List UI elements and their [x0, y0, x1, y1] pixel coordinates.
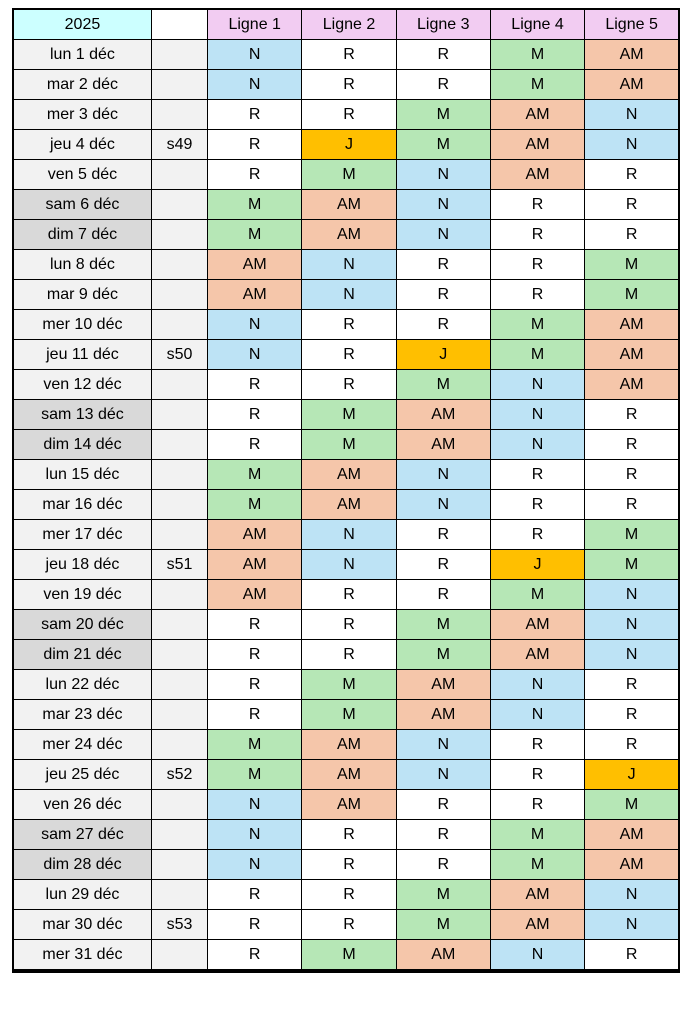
shift-cell: R: [208, 640, 302, 670]
shift-cell: R: [396, 70, 490, 100]
shift-cell: J: [302, 130, 396, 160]
shift-cell: R: [208, 430, 302, 460]
week-label: [151, 370, 207, 400]
shift-cell: R: [302, 880, 396, 910]
shift-cell: M: [585, 550, 679, 580]
table-row: [13, 280, 679, 310]
shift-cell: AM: [302, 190, 396, 220]
shift-cell: M: [396, 100, 490, 130]
day-label: ven 12 déc: [13, 370, 151, 400]
shift-cell: N: [396, 760, 490, 790]
table-body: [13, 40, 679, 971]
week-label: [151, 670, 207, 700]
shift-cell: AM: [490, 610, 584, 640]
shift-cell: N: [208, 70, 302, 100]
shift-cell: N: [208, 850, 302, 880]
shift-cell: N: [585, 610, 679, 640]
day-label: lun 15 déc: [13, 460, 151, 490]
shift-cell: M: [490, 850, 584, 880]
shift-cell: AM: [490, 160, 584, 190]
shift-cell: R: [302, 310, 396, 340]
day-label: mer 24 déc: [13, 730, 151, 760]
week-label: [151, 820, 207, 850]
day-label: mer 31 déc: [13, 940, 151, 971]
shift-cell: M: [396, 610, 490, 640]
shift-cell: AM: [302, 730, 396, 760]
week-label: [151, 580, 207, 610]
week-label: s52: [151, 760, 207, 790]
week-label: [151, 220, 207, 250]
shift-cell: R: [208, 910, 302, 940]
shift-cell: N: [208, 310, 302, 340]
week-label: [151, 70, 207, 100]
day-label: lun 8 déc: [13, 250, 151, 280]
shift-cell: R: [208, 700, 302, 730]
table-row: [13, 940, 679, 971]
shift-cell: M: [585, 250, 679, 280]
shift-cell: AM: [396, 670, 490, 700]
shift-cell: AM: [490, 100, 584, 130]
shift-cell: N: [490, 940, 584, 971]
table-row: [13, 40, 679, 70]
shift-cell: AM: [585, 310, 679, 340]
shift-cell: N: [585, 130, 679, 160]
table-row: [13, 520, 679, 550]
shift-cell: R: [302, 100, 396, 130]
shift-cell: J: [490, 550, 584, 580]
table-row: [13, 130, 679, 160]
table-row: [13, 100, 679, 130]
shift-cell: R: [490, 760, 584, 790]
table-row: [13, 310, 679, 340]
shift-cell: R: [396, 580, 490, 610]
shift-cell: N: [585, 910, 679, 940]
shift-cell: N: [490, 430, 584, 460]
shift-cell: R: [490, 190, 584, 220]
shift-cell: AM: [490, 130, 584, 160]
column-header-ligne-1: Ligne 1: [208, 9, 302, 40]
shift-cell: R: [585, 490, 679, 520]
table-bottom-rule: [12, 971, 680, 973]
shift-cell: R: [396, 40, 490, 70]
shift-cell: AM: [208, 550, 302, 580]
shift-cell: R: [396, 310, 490, 340]
shift-cell: R: [208, 940, 302, 971]
shift-cell: M: [208, 220, 302, 250]
shift-cell: R: [490, 730, 584, 760]
shift-cell: M: [490, 580, 584, 610]
shift-cell: M: [490, 70, 584, 100]
shift-cell: M: [208, 460, 302, 490]
table-row: [13, 70, 679, 100]
day-label: sam 27 déc: [13, 820, 151, 850]
shift-cell: AM: [490, 640, 584, 670]
table-row: [13, 850, 679, 880]
shift-cell: J: [396, 340, 490, 370]
week-label: [151, 310, 207, 340]
shift-cell: R: [585, 670, 679, 700]
week-label: [151, 460, 207, 490]
shift-cell: R: [585, 160, 679, 190]
shift-cell: N: [302, 280, 396, 310]
table-row: [13, 400, 679, 430]
shift-cell: R: [396, 550, 490, 580]
shift-cell: N: [490, 670, 584, 700]
week-label: [151, 250, 207, 280]
day-label: mer 3 déc: [13, 100, 151, 130]
shift-cell: AM: [585, 370, 679, 400]
shift-cell: J: [585, 760, 679, 790]
table-row: [13, 910, 679, 940]
shift-cell: AM: [396, 940, 490, 971]
shift-cell: R: [396, 850, 490, 880]
shift-cell: R: [208, 130, 302, 160]
week-header: [151, 9, 207, 40]
shift-cell: N: [302, 520, 396, 550]
week-label: s50: [151, 340, 207, 370]
shift-cell: R: [302, 610, 396, 640]
column-header-ligne-5: Ligne 5: [585, 9, 679, 40]
week-label: [151, 40, 207, 70]
week-label: [151, 100, 207, 130]
shift-cell: N: [208, 790, 302, 820]
table-row: [13, 220, 679, 250]
shift-cell: M: [302, 160, 396, 190]
table-row: [13, 730, 679, 760]
shift-cell: N: [585, 580, 679, 610]
week-label: [151, 520, 207, 550]
day-label: jeu 18 déc: [13, 550, 151, 580]
shift-cell: AM: [208, 520, 302, 550]
day-label: dim 14 déc: [13, 430, 151, 460]
shift-cell: R: [208, 610, 302, 640]
shift-cell: M: [490, 40, 584, 70]
shift-cell: R: [585, 730, 679, 760]
week-label: [151, 430, 207, 460]
day-label: mar 30 déc: [13, 910, 151, 940]
week-label: [151, 610, 207, 640]
shift-cell: AM: [302, 760, 396, 790]
table-row: [13, 250, 679, 280]
shift-cell: R: [585, 940, 679, 971]
table-row: [13, 430, 679, 460]
week-label: s51: [151, 550, 207, 580]
shift-cell: M: [302, 430, 396, 460]
shift-cell: AM: [490, 880, 584, 910]
shift-cell: M: [302, 700, 396, 730]
day-label: dim 28 déc: [13, 850, 151, 880]
shift-cell: M: [302, 670, 396, 700]
shift-cell: AM: [208, 250, 302, 280]
table-row: [13, 460, 679, 490]
shift-cell: AM: [585, 340, 679, 370]
shift-cell: R: [302, 820, 396, 850]
shift-cell: N: [396, 490, 490, 520]
shift-cell: AM: [208, 580, 302, 610]
shift-cell: N: [208, 820, 302, 850]
week-label: [151, 160, 207, 190]
shift-cell: R: [490, 220, 584, 250]
shift-cell: N: [302, 250, 396, 280]
week-label: [151, 790, 207, 820]
shift-cell: N: [490, 370, 584, 400]
shift-cell: R: [585, 220, 679, 250]
shift-cell: M: [585, 280, 679, 310]
day-label: jeu 25 déc: [13, 760, 151, 790]
day-label: sam 6 déc: [13, 190, 151, 220]
shift-cell: M: [208, 490, 302, 520]
shift-cell: N: [490, 400, 584, 430]
year-header: 2025: [13, 9, 151, 40]
day-label: dim 21 déc: [13, 640, 151, 670]
shift-cell: R: [585, 400, 679, 430]
shift-cell: R: [585, 430, 679, 460]
shift-cell: M: [302, 400, 396, 430]
day-label: jeu 4 déc: [13, 130, 151, 160]
day-label: lun 22 déc: [13, 670, 151, 700]
planning-table: [12, 8, 680, 971]
week-label: s49: [151, 130, 207, 160]
shift-cell: M: [208, 730, 302, 760]
shift-cell: R: [396, 790, 490, 820]
column-header-ligne-2: Ligne 2: [302, 9, 396, 40]
shift-cell: M: [396, 910, 490, 940]
shift-cell: R: [208, 880, 302, 910]
shift-cell: M: [585, 520, 679, 550]
shift-cell: AM: [302, 220, 396, 250]
table-row: [13, 160, 679, 190]
table-row: [13, 700, 679, 730]
shift-cell: R: [490, 250, 584, 280]
day-label: ven 5 déc: [13, 160, 151, 190]
day-label: mer 17 déc: [13, 520, 151, 550]
header-row: [13, 9, 679, 40]
shift-cell: AM: [585, 40, 679, 70]
shift-cell: M: [302, 940, 396, 971]
column-header-ligne-3: Ligne 3: [396, 9, 490, 40]
shift-cell: N: [585, 880, 679, 910]
shift-cell: AM: [208, 280, 302, 310]
day-label: sam 20 déc: [13, 610, 151, 640]
week-label: [151, 190, 207, 220]
shift-cell: AM: [585, 820, 679, 850]
table-row: [13, 550, 679, 580]
day-label: mar 23 déc: [13, 700, 151, 730]
shift-cell: N: [396, 190, 490, 220]
table-row: [13, 790, 679, 820]
table-row: [13, 490, 679, 520]
column-header-ligne-4: Ligne 4: [490, 9, 584, 40]
day-label: mar 9 déc: [13, 280, 151, 310]
shift-cell: M: [396, 370, 490, 400]
shift-cell: R: [396, 280, 490, 310]
shift-cell: R: [490, 280, 584, 310]
shift-cell: R: [585, 700, 679, 730]
table-row: [13, 190, 679, 220]
shift-cell: M: [490, 820, 584, 850]
shift-cell: R: [490, 790, 584, 820]
shift-cell: R: [302, 640, 396, 670]
day-label: ven 26 déc: [13, 790, 151, 820]
shift-cell: N: [208, 40, 302, 70]
shift-cell: M: [490, 310, 584, 340]
table-row: [13, 340, 679, 370]
shift-cell: R: [585, 460, 679, 490]
shift-cell: N: [302, 550, 396, 580]
shift-cell: R: [208, 670, 302, 700]
shift-cell: N: [396, 460, 490, 490]
shift-cell: N: [585, 640, 679, 670]
week-label: [151, 280, 207, 310]
shift-cell: AM: [302, 490, 396, 520]
shift-cell: AM: [490, 910, 584, 940]
shift-cell: R: [396, 520, 490, 550]
day-label: dim 7 déc: [13, 220, 151, 250]
table-row: [13, 760, 679, 790]
table-row: [13, 610, 679, 640]
table-row: [13, 640, 679, 670]
week-label: [151, 640, 207, 670]
shift-cell: M: [208, 760, 302, 790]
table-row: [13, 880, 679, 910]
day-label: mar 16 déc: [13, 490, 151, 520]
week-label: [151, 490, 207, 520]
shift-cell: M: [396, 640, 490, 670]
shift-cell: R: [208, 370, 302, 400]
shift-cell: R: [208, 160, 302, 190]
day-label: jeu 11 déc: [13, 340, 151, 370]
shift-cell: AM: [302, 790, 396, 820]
shift-cell: M: [208, 190, 302, 220]
table-row: [13, 820, 679, 850]
table-row: [13, 370, 679, 400]
day-label: lun 1 déc: [13, 40, 151, 70]
shift-cell: M: [396, 130, 490, 160]
shift-cell: R: [208, 100, 302, 130]
shift-cell: R: [302, 580, 396, 610]
shift-cell: M: [396, 880, 490, 910]
shift-cell: R: [490, 520, 584, 550]
shift-cell: R: [302, 910, 396, 940]
shift-cell: AM: [396, 700, 490, 730]
day-label: sam 13 déc: [13, 400, 151, 430]
week-label: [151, 850, 207, 880]
shift-cell: AM: [396, 430, 490, 460]
shift-cell: N: [396, 220, 490, 250]
week-label: s53: [151, 910, 207, 940]
week-label: [151, 940, 207, 971]
shift-cell: N: [490, 700, 584, 730]
shift-cell: M: [490, 340, 584, 370]
shift-cell: R: [302, 370, 396, 400]
shift-cell: N: [396, 160, 490, 190]
table-header: [13, 9, 679, 40]
table-row: [13, 670, 679, 700]
shift-cell: AM: [302, 460, 396, 490]
shift-cell: AM: [585, 850, 679, 880]
day-label: lun 29 déc: [13, 880, 151, 910]
week-label: [151, 880, 207, 910]
shift-cell: R: [302, 40, 396, 70]
shift-cell: R: [396, 820, 490, 850]
week-label: [151, 400, 207, 430]
shift-cell: N: [585, 100, 679, 130]
shift-cell: AM: [396, 400, 490, 430]
shift-cell: R: [490, 490, 584, 520]
day-label: mar 2 déc: [13, 70, 151, 100]
table-row: [13, 580, 679, 610]
shift-cell: R: [302, 340, 396, 370]
day-label: ven 19 déc: [13, 580, 151, 610]
shift-cell: N: [396, 730, 490, 760]
day-label: mer 10 déc: [13, 310, 151, 340]
shift-cell: N: [208, 340, 302, 370]
shift-cell: R: [585, 190, 679, 220]
shift-cell: R: [302, 850, 396, 880]
shift-cell: M: [585, 790, 679, 820]
shift-cell: R: [208, 400, 302, 430]
shift-cell: R: [490, 460, 584, 490]
shift-cell: AM: [585, 70, 679, 100]
week-label: [151, 700, 207, 730]
shift-cell: R: [302, 70, 396, 100]
shift-cell: R: [396, 250, 490, 280]
week-label: [151, 730, 207, 760]
